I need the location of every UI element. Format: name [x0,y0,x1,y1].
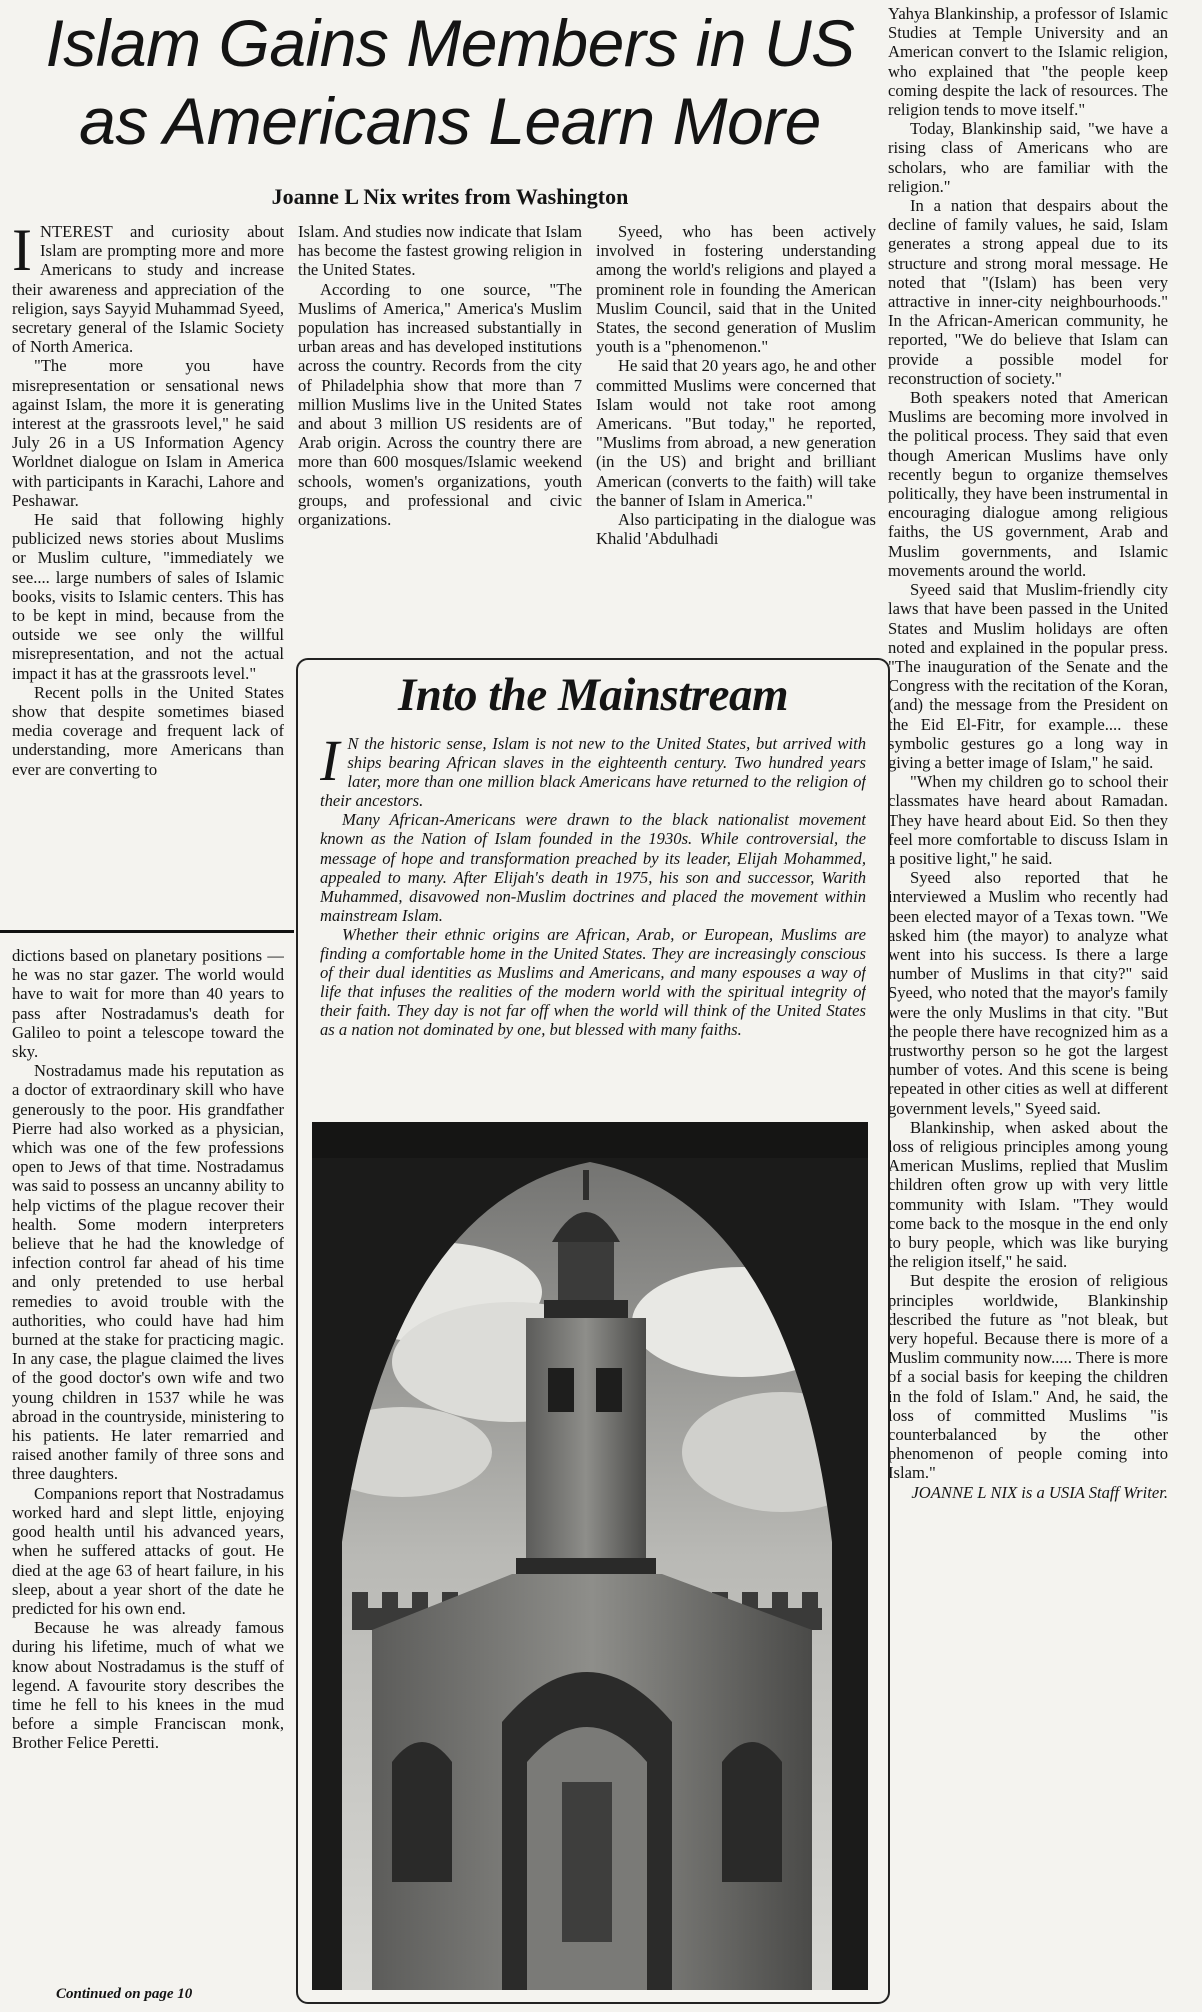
paragraph: Islam. And studies now indicate that Islam has become the fastest growing religion in the United States. [298,222,582,280]
headline-line-2: as Americans Learn More [79,84,821,158]
paragraph: He said that 20 years ago, he and other committed Muslims were concerned that Islam would not take root among Americans. "But today," he reported, "Muslims from abroad, a new generation (in the US) and bright and brilliant American (converts to the faith) will take the banner of Islam in America." [596,356,876,510]
article-column-2 [298,222,582,642]
paragraph: Syeed said that Muslim-friendly city laws that have been passed in the United States and Muslim holidays are often noted and explained in the popular press. "The inauguration of the Senate and the Congress with the recitation of the Koran, (and) the message from the President on the Eid El-Fitr, for example.... these symbolic gestures go a long way in giving a better image of Islam," he said. [888,580,1168,772]
mosque-minaret-image [312,1122,868,1990]
headline-line-1: Islam Gains Members in US [45,6,855,80]
paragraph: Blankinship, when asked about the loss of religious principles among young American Muslims, replied that Muslim children often grow up with very little community with Islam. "They would come back to the mosque in the end only to bury people, which was like burying the religion itself," he said. [888,1117,1168,1272]
paragraph: "The more you have misrepresentation or sensational news against Islam, the more it is generating interest at the grassroots level," he said July 26 in a US Information Agency Worldnet dialogue on Islam in America with participants in Karachi, Lahore and Peshawar. [12,356,284,510]
paragraph: "When my children go to school their classmates have heard about Ramadan. They have heard about Eid. So then they feel more comfortable to discuss Islam in a positive light," he said. [888,772,1168,868]
section-divider [0,930,294,933]
paragraph: In a nation that despairs about the decline of family values, he said, Islam generates a strong appeal due to its structure and strong moral message. He noted that "(Islam) has been very attractive in inner-city neighbourhoods." In the African-American community, he reported, "We do believe that Islam can provide a possible model for reconstruction of society." [888,196,1168,388]
nostradamus-column [12,946,284,1980]
paragraph: Nostradamus made his reputation as a doctor of extraordinary skill who have generously to the poor. His grandfather Pierre had also worked as a physician, which was one of the few professions open to Jews of that time. Nostradamus was said to possess an uncanny ability to help victims of the plague recover their health. Some modern interpreters believe that he had the knowledge of infection control far ahead of his time and only pretended to use herbal remedies to avoid trouble with the authorities, who could have had him burned at the stake for practicing magic. In any case, the plague claimed the lives of the good doctor's own wife and two young children in 1537 while he was abroad in the countryside, ministering to his patients. He later remarried and raised another family of three sons and three daughters. [12,1061,284,1484]
sidebar-drop-cap: I [320,734,340,793]
paragraph: But despite the erosion of religious principles worldwide, Blankinship described the future as "not bleak, but very hopeful. Because there is more of a Muslim community now..... There is more of a social basis for keeping the children in the fold of Islam." And, he said, the loss of committed Muslims "is counterbalanced by the other phenomenon of people coming into Islam." [888,1271,1168,1483]
paragraph: Whether their ethnic origins are African, Arab, or European, Muslims are finding a comfortable home in the United States. They are increasingly conscious of their dual identities as Muslims and Americans, and many espouses a way of life that infuses the realities of the modern world with the spiritual integrity of their faith. They day is not far off when the world will think of the United States as a nation not dominated by one, but blessed with many faiths. [320,924,866,1040]
paragraph: Yahya Blankinship, a professor of Islamic Studies at Temple University and an American convert to the Islamic religion, who explained that "the people keep coming despite the lack of resources. The religion tends to move itself." [888,4,1168,120]
sidebar-title: Into the Mainstream [397,669,789,721]
paragraph: According to one source, "The Muslims of America," America's Muslim population has increased substantially in urban areas and has developed institutions across the country. Records from the city of Philadelphia show that more than 7 million Muslims live in the United States and about 3 million US residents are of Arab origin. Across the country there are more than 600 mosques/Islamic weekend schools, women's organizations, youth groups, and professional and civic organizations. [298,279,582,530]
article-column-4 [888,4,1168,1996]
paragraph: Companions report that Nostradamus worked hard and slept little, enjoying good health until his advanced years, when he suffered attacks of gout. He died at the age 63 of heart failure, in his sleep, about a year short of the date he predicted for his own end. [12,1483,284,1618]
paragraph: He said that following highly publicized news stories about Muslims or Muslim culture, "immediately we see.... large numbers of sales of Islamic books, visits to Islamic centers. This has to be kept in mind, because from the outside we see only the willful misrepresentation, and not the actual impact it has at the grassroots level." [12,510,284,683]
drop-cap: I [12,222,32,283]
mosque-photo [312,1122,868,1990]
paragraph: Both speakers noted that American Muslims are becoming more involved in the political process. They said that even though American Muslims have only recently begun to organize themselves politically, they have been instrumental in encouraging dialogue among religious faiths, the US government, Arab and Muslim governments, and Islamic movements around the world. [888,388,1168,580]
paragraph: Syeed also reported that he interviewed a Muslim who recently had been elected mayor of a Texas town. "We asked him (the mayor) to analyze what went into his success. Is there a large number of Muslims in that city?" said Syeed, who noted that the mayor's family were the only Muslims in that city. "But the people there have recognized him as a trustworthy person so he got the largest number of votes. And this scene is being repeated in other cities as well at different government levels," Syeed said. [888,868,1168,1118]
paragraph: Syeed, who has been actively involved in fostering understanding among the world's religions and played a prominent role in founding the American Muslim Council, said that in the United States, the second generation of Muslim youth is a "phenomenon." [596,222,876,357]
paragraph: Today, Blankinship said, "we have a rising class of Americans who are scholars, who are familiar with the religion." [888,119,1168,196]
article-column-3 [596,222,876,642]
paragraph: Because he was already famous during his lifetime, much of what we know about Nostradamus is the stuff of legend. A favourite story describes the time he fell to his knees in the mud before a simple Franciscan monk, Brother Felice Peretti. [12,1618,284,1753]
paragraph: Recent polls in the United States show that despite sometimes biased media coverage and frequent lack of understanding, more Americans than ever are converting to [12,682,284,779]
paragraph: Many African-Americans were drawn to the black nationalist movement known as the Nation of Islam founded in the 1930s. While controversial, the message of hope and transformation preached by its leader, Elijah Mohammed, appealed to many. After Elijah's death in 1975, his son and successor, Warith Muhammed, disavowed non-Muslim doctrines and placed the movement within mainstream Islam. [320,810,866,925]
article-column-1 [12,222,284,922]
signoff: JOANNE L NIX is a USIA Staff Writer. [911,1482,1168,1502]
continued-note: Continued on page 10 [56,1986,193,2002]
byline: Joanne L Nix writes from Washington [271,184,629,209]
paragraph: Also participating in the dialogue was Khalid 'Abdulhadi [596,510,876,549]
headline [10,4,890,160]
sidebar-text [320,734,866,1114]
paragraph: NTEREST and curiosity about Islam are prompting more and more Americans to study and increase their awareness and appreciation of the religion, says Sayyid Muhammad Syeed, secretary general of the Islamic Society of North America. [12,222,284,357]
paragraph: N the historic sense, Islam is not new to the United States, but arrived with ships bearing African slaves in the eighteenth century. Two hundred years later, more than one million black Americans have returned to the religion of their ancestors. [320,734,866,811]
paragraph: dictions based on planetary positions — he was no star gazer. The world would have to wait for more than 40 years to pass after Nostradamus's death for Galileo to point a telescope toward the sky. [12,946,284,1062]
